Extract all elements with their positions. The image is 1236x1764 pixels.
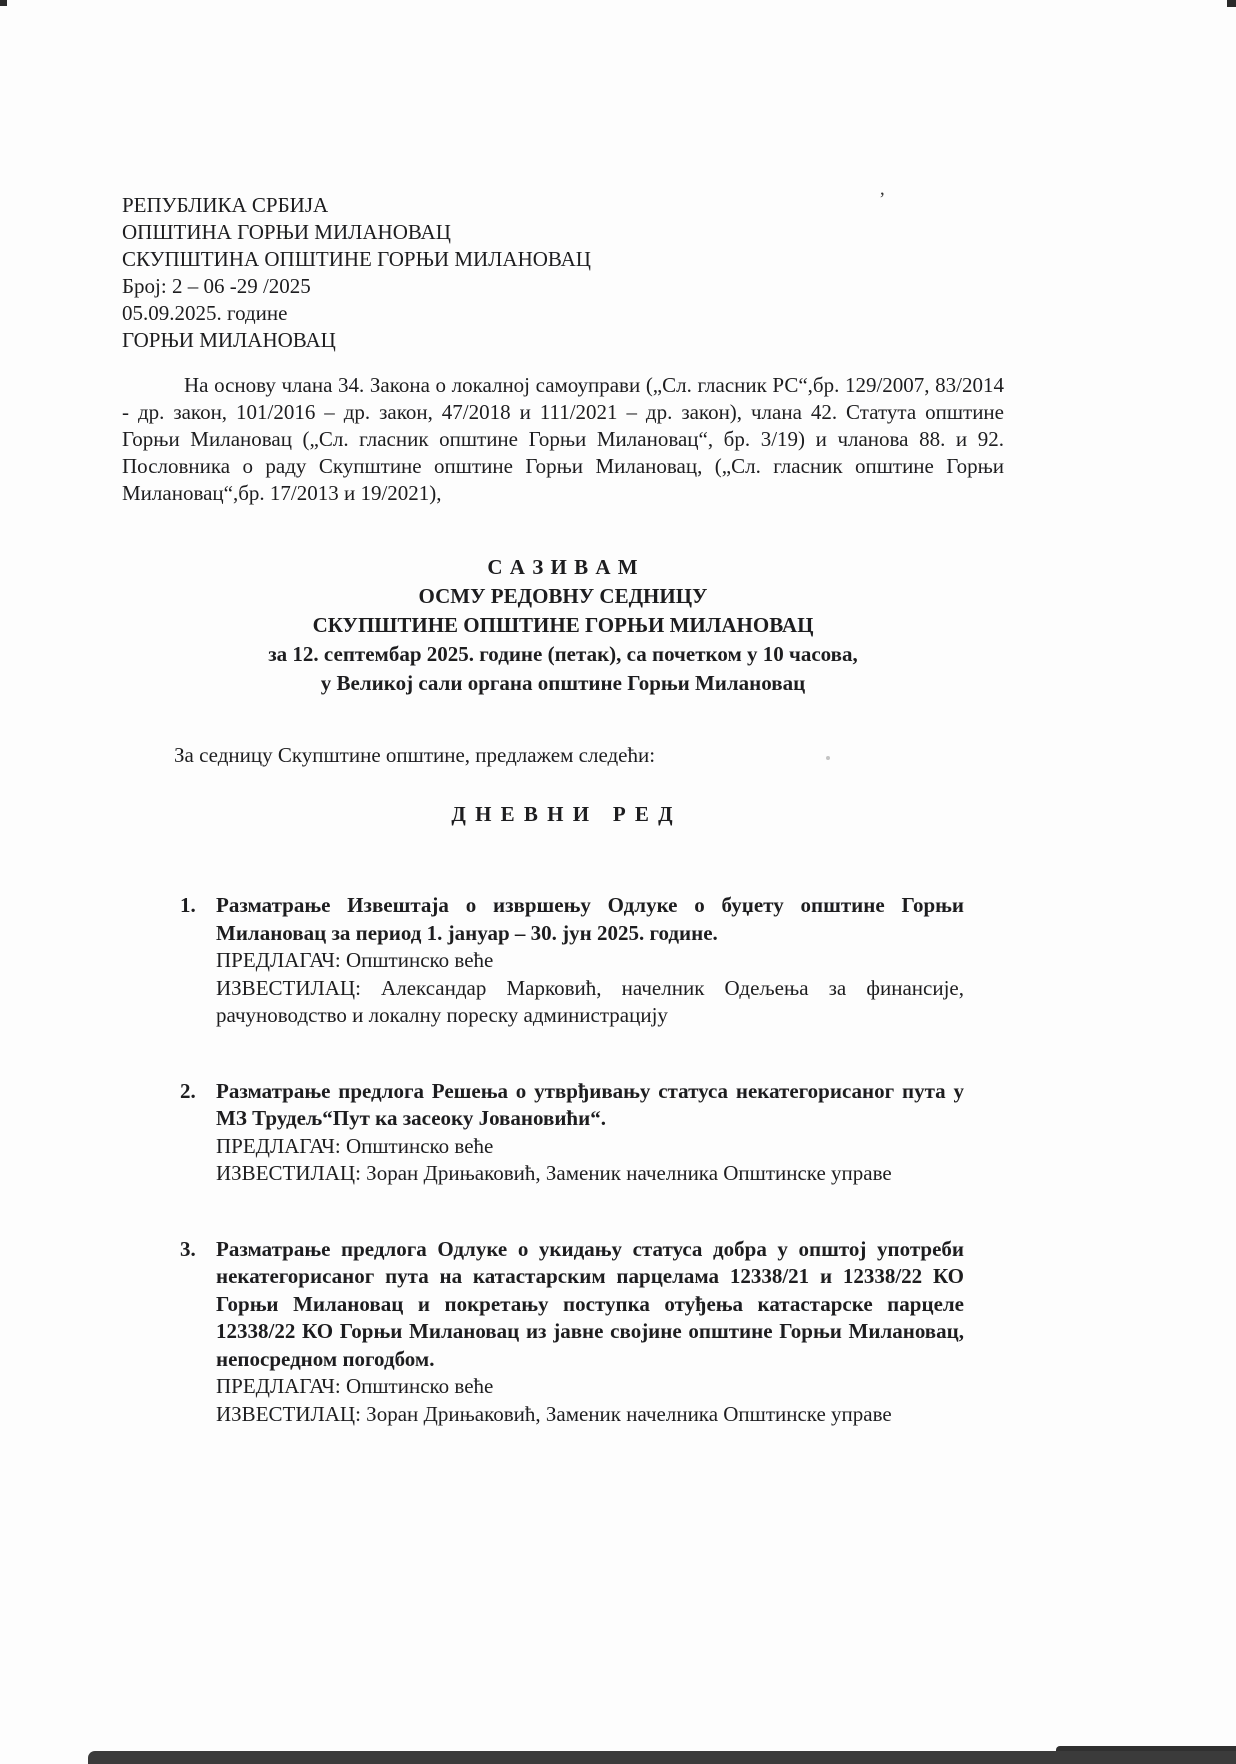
convocation-date-line: за 12. септембар 2025. године (петак), са почетком у 10 часова, <box>268 642 858 666</box>
agenda-item-number: 1. <box>180 893 196 917</box>
agenda-item-reporter: ИЗВЕСТИЛАЦ: Александар Марковић, начелник Одељења за финансије, рачуноводство и локалну пореску администрацију <box>216 975 964 1027</box>
document-header <box>122 192 1004 354</box>
agenda-item-number: 2. <box>180 1078 196 1103</box>
agenda-title: Д Н Е В Н И Р Е Д <box>451 802 675 826</box>
proposal-line: За седницу Скупштине општине, предлажем следећи: <box>174 743 656 767</box>
agenda-item <box>180 892 964 1030</box>
convocation-session-line: ОСМУ РЕДОВНУ СЕДНИЦУ <box>418 584 708 608</box>
header-line-number: Број: 2 – 06 -29 /2025 <box>122 274 311 298</box>
header-line-republic: РЕПУБЛИКА СРБИЈА <box>122 193 329 217</box>
convocation-block <box>122 553 1004 698</box>
convocation-assembly-line: СКУПШТИНЕ ОПШТИНЕ ГОРЊИ МИЛАНОВАЦ <box>312 613 814 637</box>
header-line-municipality: ОПШТИНА ГОРЊИ МИЛАНОВАЦ <box>122 220 451 244</box>
agenda-item-proposer: ПРЕДЛАГАЧ: Општинско веће <box>216 1374 494 1398</box>
agenda-list <box>122 892 1004 1428</box>
header-line-city: ГОРЊИ МИЛАНОВАЦ <box>122 328 336 352</box>
agenda-item <box>180 1236 964 1429</box>
convocation-venue-line: у Великој сали органа општине Горњи Милановац <box>320 671 806 695</box>
scan-mark-apostrophe: ’ <box>879 189 886 210</box>
intro-paragraph: На основу члана 34. Закона о локалној самоуправи („Сл. гласник РС“,бр. 129/2007, 83/2014 - др. закон, 101/2016 – др. закон, 47/2018 и 111/2021 – др. закон), члана 42. Статута општине Горњи Милановац („Сл. гласник општине Горњи Милановац“, бр. 3/19) и чланова 88. и 92. Пословника о раду Скупштине општине Горњи Милановац, („Сл. гласник општине Горњи Милановац“,бр. 17/2013 и 19/2021), <box>122 373 1004 505</box>
scan-speck-top-left <box>0 0 7 6</box>
agenda-item-reporter: ИЗВЕСТИЛАЦ: Зоран Дрињаковић, Заменик начелника Општинске управе <box>216 1161 892 1185</box>
agenda-item-proposer: ПРЕДЛАГАЧ: Општинско веће <box>216 1133 494 1158</box>
document-content <box>122 0 1004 1476</box>
agenda-item-number: 3. <box>180 1236 196 1261</box>
scan-speck-top-right <box>1227 0 1236 7</box>
agenda-item-body <box>216 1078 964 1188</box>
header-line-assembly: СКУПШТИНА ОПШТИНЕ ГОРЊИ МИЛАНОВАЦ <box>122 247 591 271</box>
scan-artifact-bottom-bar <box>88 1751 1236 1764</box>
agenda-item-reporter: ИЗВЕСТИЛАЦ: Зоран Дрињаковић, Заменик начелника Општинске управе <box>216 1401 892 1426</box>
agenda-item-title: Разматрање предлога Одлуке о укидању статуса добра у општој употреби некатегорисаног пута на катастарским парцелама 12338/21 и 12338/22 КО Горњи Милановац и покретању поступка отуђења катастарске парцеле 12338/22 КО Горњи Милановац из јавне својине општине Горњи Милановац, непосредном погодбом. <box>216 1236 964 1371</box>
agenda-item-body <box>216 1236 964 1429</box>
agenda-item-title: Разматрање Извештаја о извршењу Одлуке о буџету општине Горњи Милановац за период 1. јануар – 30. јун 2025. године. <box>216 893 964 945</box>
agenda-item-proposer: ПРЕДЛАГАЧ: Општинско веће <box>216 948 494 972</box>
header-line-date: 05.09.2025. године <box>122 301 288 325</box>
convocation-title: С А З И В А М <box>487 555 639 579</box>
agenda-item-body <box>216 892 964 1030</box>
agenda-item-title: Разматрање предлога Решења о утврђивању статуса некатегорисаног пута у МЗ Трудељ“Пут ка засеоку Јовановићи“. <box>216 1078 964 1130</box>
agenda-item <box>180 1078 964 1188</box>
